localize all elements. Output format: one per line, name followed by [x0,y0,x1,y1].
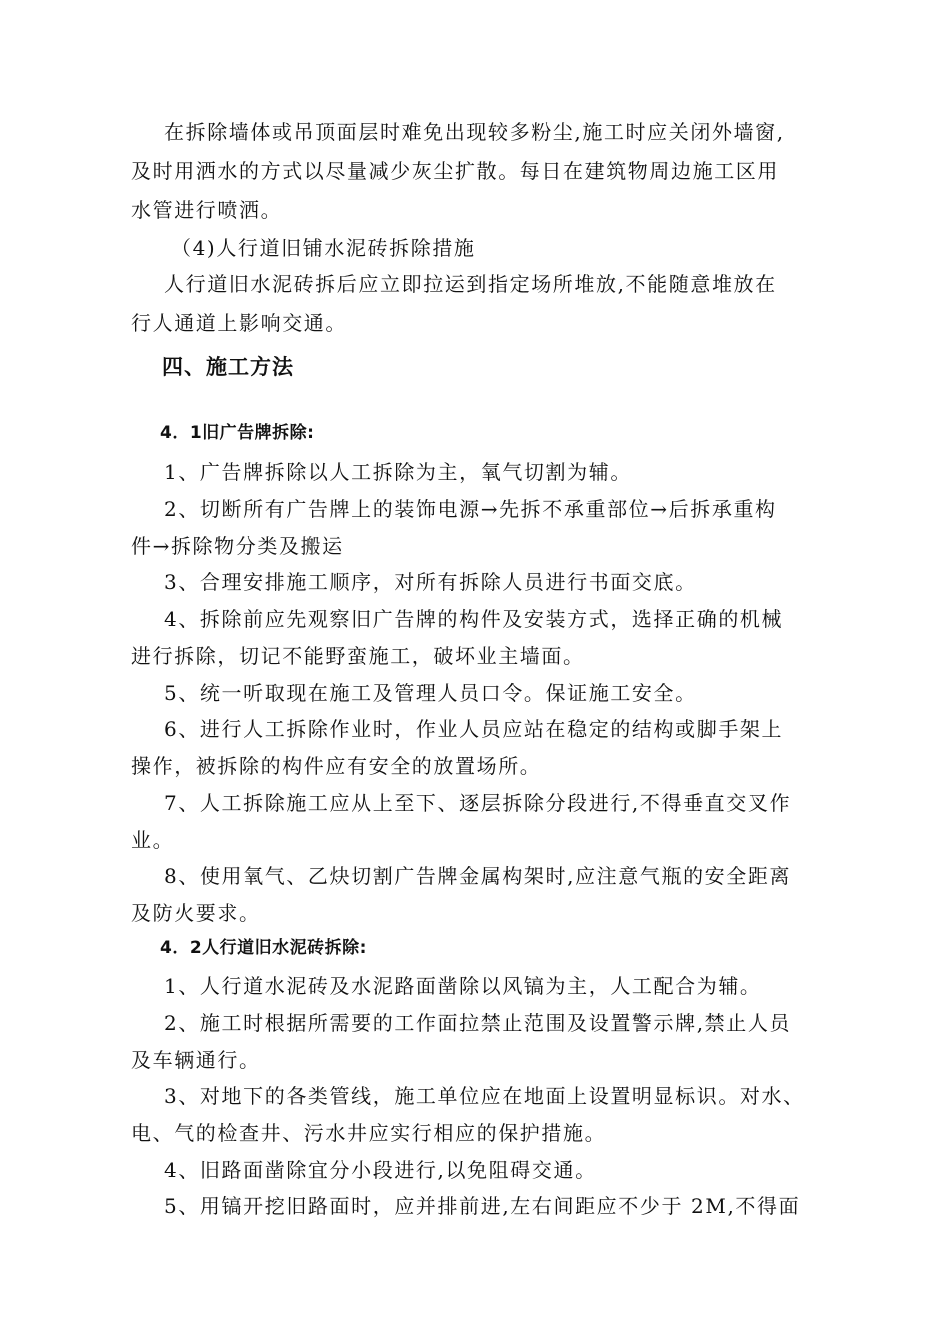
paragraph-line: 人行道旧水泥砖拆后应立即拉运到指定场所堆放,不能随意堆放在 [164,272,777,296]
list-item: 4、旧路面凿除宜分小段进行,以免阻碍交通。 [164,1158,597,1182]
list-item: 6、进行人工拆除作业时，作业人员应站在稳定的结构或脚手架上 [164,717,784,741]
paragraph-line: 行人通道上影响交通。 [131,311,347,335]
list-item: 5、统一听取现在施工及管理人员口令。保证施工安全。 [164,681,697,705]
list-item-continuation: 操作，被拆除的构件应有安全的放置场所。 [131,754,542,778]
list-item: 3、合理安排施工顺序，对所有拆除人员进行书面交底。 [164,570,697,594]
list-item-continuation: 进行拆除，切记不能野蛮施工，破坏业主墙面。 [131,644,585,668]
intro-paragraph-line: 及时用洒水的方式以尽量减少灰尘扩散。每日在建筑物周边施工区用 [131,159,779,183]
list-item: 2、切断所有广告牌上的装饰电源→先拆不承重部位→后拆承重构 [164,497,777,521]
intro-paragraph-line: 在拆除墙体或吊顶面层时难免出现较多粉尘,施工时应关闭外墙窗, [164,120,785,144]
list-item: 2、施工时根据所需要的工作面拉禁止范围及设置警示牌,禁止人员 [164,1011,792,1035]
list-item: 5、用镐开挖旧路面时，应并排前进,左右间距应不少于 2M,不得面 [164,1194,801,1218]
subsection-heading: 4．1旧广告牌拆除: [160,423,315,443]
list-item-continuation: 及车辆通行。 [131,1048,261,1072]
item-4-title: （4)人行道旧铺水泥砖拆除措施 [171,236,476,260]
list-item-continuation: 件→拆除物分类及搬运 [131,534,344,558]
list-item: 1、人行道水泥砖及水泥路面凿除以风镐为主，人工配合为辅。 [164,974,762,998]
intro-paragraph-line: 水管进行喷洒。 [131,198,283,222]
section-heading: 四、施工方法 [162,355,294,379]
list-item: 1、广告牌拆除以人工拆除为主，氧气切割为辅。 [164,460,632,484]
list-item: 7、人工拆除施工应从上至下、逐层拆除分段进行,不得垂直交叉作 [164,791,792,815]
list-item: 3、对地下的各类管线，施工单位应在地面上设置明显标识。对水、 [164,1084,805,1108]
list-item-continuation: 电、气的检查井、污水井应实行相应的保护措施。 [131,1121,607,1145]
subsection-heading: 4．2人行道旧水泥砖拆除: [160,938,367,958]
list-item-continuation: 及防火要求。 [131,901,261,925]
list-item: 8、使用氧气、乙炔切割广告牌金属构架时,应注意气瓶的安全距离 [164,864,792,888]
list-item: 4、拆除前应先观察旧广告牌的构件及安装方式，选择正确的机械 [164,607,784,631]
list-item-continuation: 业。 [131,828,175,852]
